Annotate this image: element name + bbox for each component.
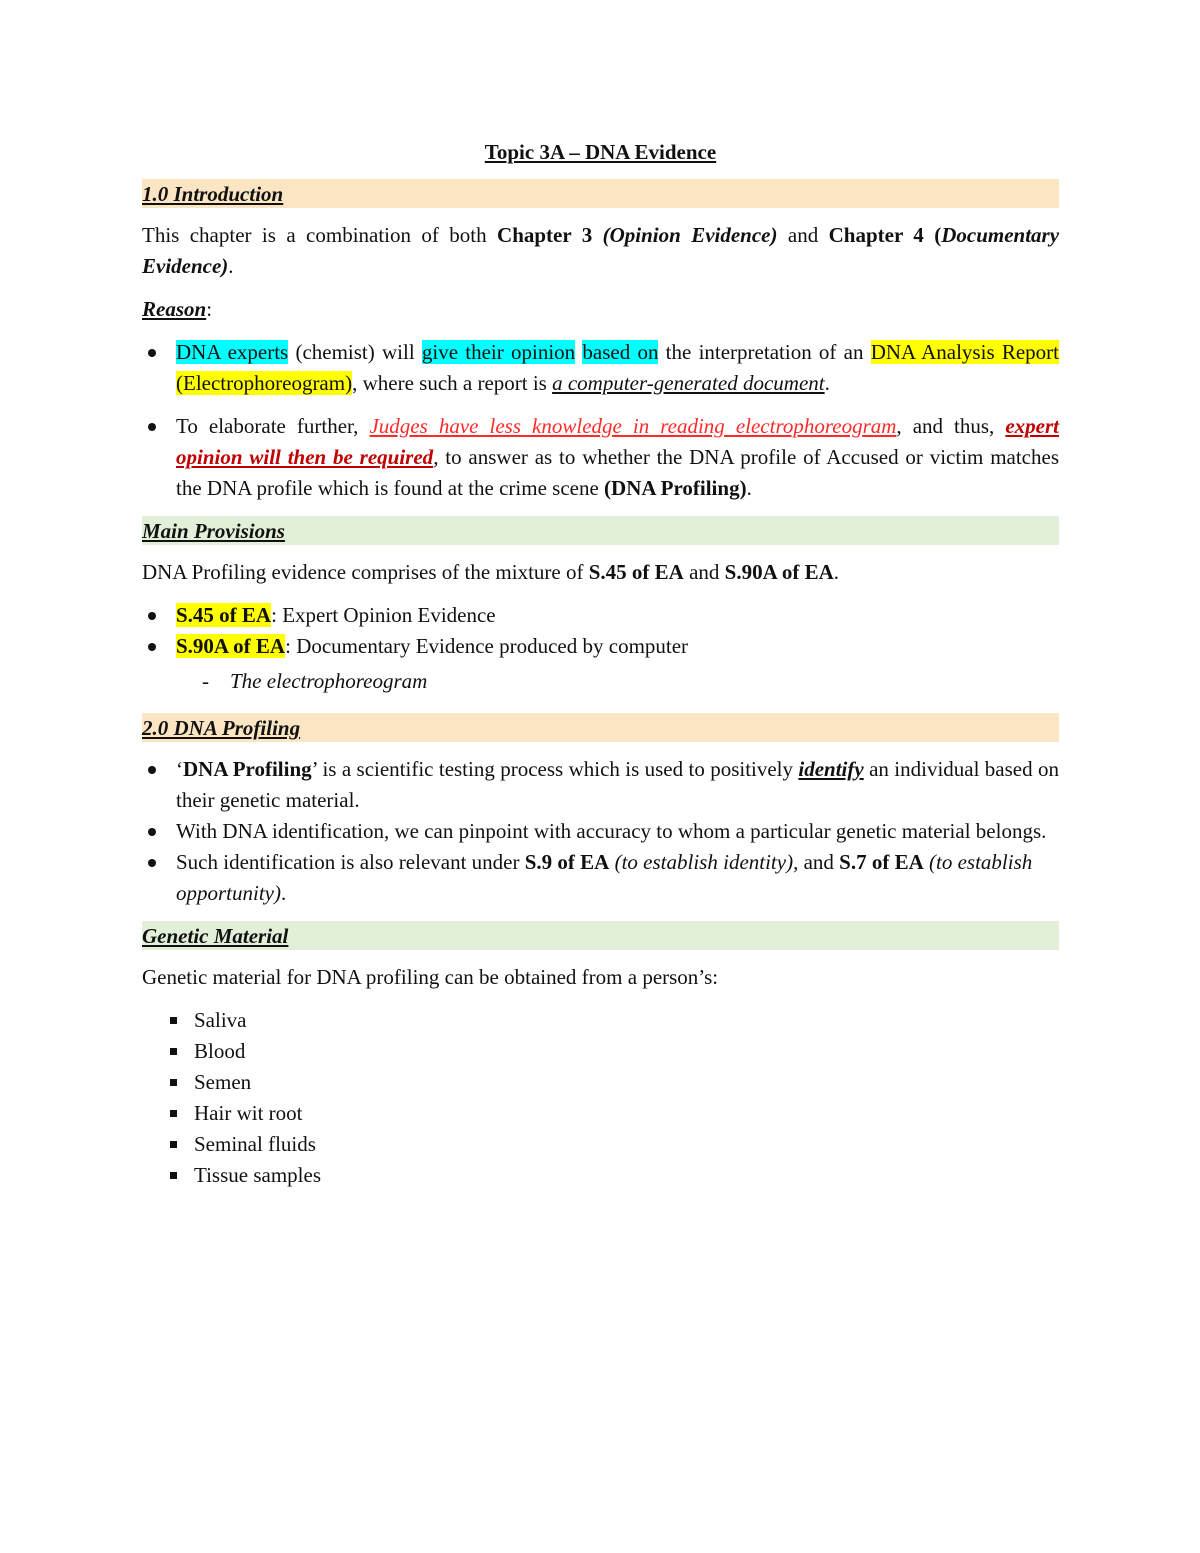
square-bullet-icon [170, 1048, 177, 1055]
square-bullet-icon [170, 1110, 177, 1117]
list-item: To elaborate further, Judges have less knowledge in reading electrophoreogram, and thus, expert opinion will then be required, to answer as to whether the DNA profile of Accused or victim matches the DNA profile which is found at the crime scene (DNA Profiling). [142, 411, 1059, 504]
list-item: ‘DNA Profiling’ is a scientific testing process which is used to positively identify an individual based on their genetic material. [142, 754, 1059, 816]
bullet-icon [148, 612, 156, 620]
genetic-list [142, 1005, 1059, 1191]
provisions-list [142, 600, 1059, 662]
list-item: S.90A of EA: Documentary Evidence produced by computer [142, 631, 1059, 662]
provisions-paragraph: DNA Profiling evidence comprises of the mixture of S.45 of EA and S.90A of EA. [142, 560, 840, 584]
square-bullet-icon [170, 1172, 177, 1179]
list-item: Blood [142, 1036, 1059, 1067]
list-item: Seminal fluids [142, 1129, 1059, 1160]
page-title: Topic 3A – DNA Evidence [484, 140, 717, 164]
list-item: S.45 of EA: Expert Opinion Evidence [142, 600, 1059, 631]
list-item: With DNA identification, we can pinpoint with accuracy to whom a particular genetic material belongs. [142, 816, 1059, 847]
list-item: Hair wit root [142, 1098, 1059, 1129]
section-heading-main-provisions: Main Provisions [142, 516, 1059, 545]
square-bullet-icon [170, 1017, 177, 1024]
genetic-paragraph: Genetic material for DNA profiling can be obtained from a person’s: [142, 965, 719, 989]
bullet-icon [148, 423, 156, 431]
intro-paragraph: This chapter is a combination of both Chapter 3 (Opinion Evidence) and Chapter 4 (Documentary Evidence). [142, 223, 1060, 278]
section-heading-introduction: 1.0 Introduction [142, 179, 1059, 208]
list-item: Saliva [142, 1005, 1059, 1036]
list-item: DNA experts (chemist) will give their opinion based on the interpretation of an DNA Analysis Report (Electrophoreogram), where such a report is a computer-generated document. [142, 337, 1059, 399]
sub-list-item: - The electrophoreogram [202, 669, 428, 693]
list-item: Such identification is also relevant under S.9 of EA (to establish identity), and S.7 of EA (to establish opportunity). [142, 847, 1059, 909]
bullet-icon [148, 766, 156, 774]
square-bullet-icon [170, 1079, 177, 1086]
bullet-icon [148, 859, 156, 867]
bullet-icon [148, 828, 156, 836]
reason-label: Reason: [142, 297, 213, 321]
document-body [142, 140, 1059, 1191]
section-heading-dna-profiling: 2.0 DNA Profiling [142, 713, 1059, 742]
list-item: Semen [142, 1067, 1059, 1098]
list-item: Tissue samples [142, 1160, 1059, 1191]
bullet-icon [148, 349, 156, 357]
section-heading-genetic-material: Genetic Material [142, 921, 1059, 950]
reason-list [142, 337, 1059, 504]
bullet-icon [148, 643, 156, 651]
square-bullet-icon [170, 1141, 177, 1148]
profiling-list [142, 754, 1059, 909]
